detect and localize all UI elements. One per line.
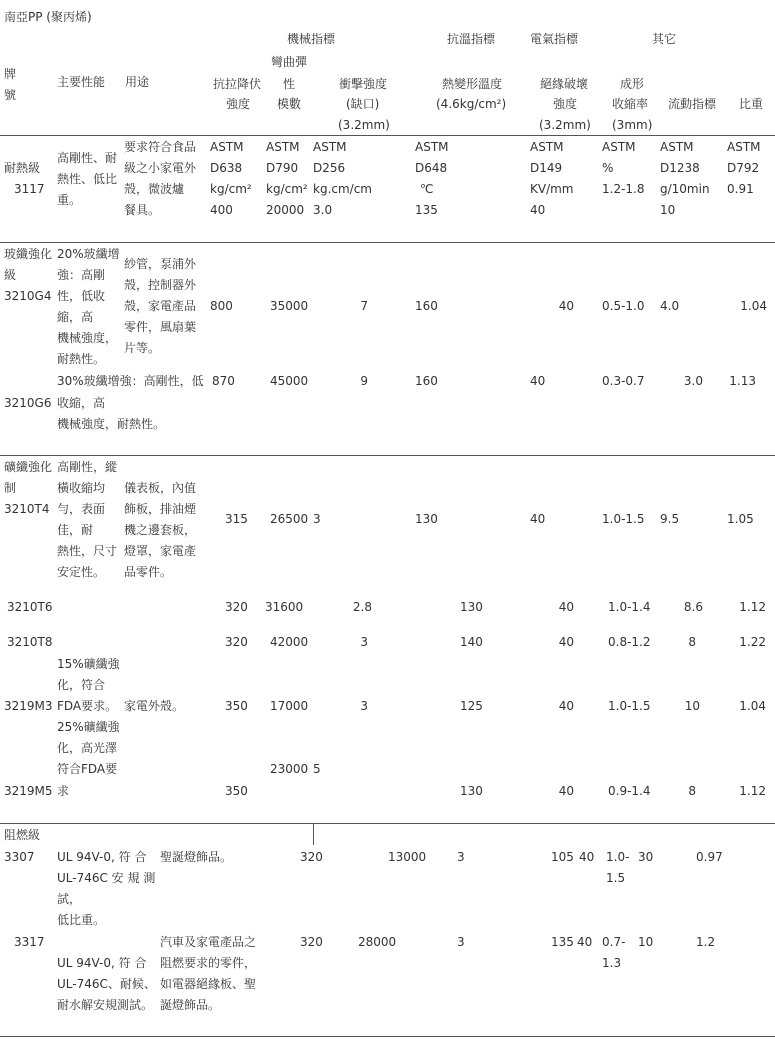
grade-cell: 玻纖強化 [4, 247, 53, 261]
shrinkage-cell: 1.5 [606, 871, 626, 885]
grade-cell: 3307 [4, 850, 35, 864]
performance-cell: 強：高剛 [57, 268, 106, 282]
flexural-cell: 23000 [270, 762, 309, 776]
sg-cell: 0.97 [696, 850, 723, 864]
shrinkage-cell: % [602, 161, 614, 175]
usage-cell: 阻燃要求的零件， [160, 956, 257, 970]
sg-cell: 0.91 [727, 182, 754, 196]
shrinkage-cell: 1.3 [602, 956, 622, 970]
shrinkage-cell: 0.9-1.4 [608, 784, 651, 798]
grade-cell: 3219M3 [4, 699, 53, 713]
performance-cell: 收縮，高 [57, 396, 106, 410]
impact-cell: 3.0 [313, 203, 333, 217]
performance-cell: 勻，表面 [57, 502, 106, 516]
usage-cell: 汽車及家電產品之 [160, 935, 257, 949]
header-hdt: (4.6kg/cm²) [436, 97, 507, 111]
shrinkage-cell: 0.7- [602, 935, 626, 949]
grade-cell: 制 [4, 481, 17, 495]
performance-cell: 縮，高 [57, 310, 94, 324]
dielectric-cell: 40 [558, 600, 574, 614]
hdt-cell: 135 [551, 935, 574, 949]
usage-cell: 如電器絕緣板、聖 [160, 977, 257, 991]
impact-cell: 3 [457, 850, 465, 864]
grade-cell: 礦纖強化 [4, 460, 53, 474]
flexural-cell: 20000 [266, 203, 305, 217]
header-grade: 號 [4, 88, 17, 102]
flexural-cell: 28000 [358, 935, 397, 949]
sg-cell: 1.05 [727, 512, 754, 526]
impact-cell: 3 [360, 699, 368, 713]
flexural-cell: 26500 [270, 512, 309, 526]
flow-cell: D1238 [660, 161, 700, 175]
tensile-cell: kg/cm² [210, 182, 252, 196]
usage-cell: 殼，微波爐 [124, 182, 185, 196]
tensile-cell: 320 [300, 935, 323, 949]
dielectric-cell: 40 [530, 374, 546, 388]
performance-cell: 機械強度， [57, 331, 118, 345]
shrinkage-cell: 1.0-1.5 [602, 512, 645, 526]
tensile-cell: 320 [225, 635, 248, 649]
performance-cell: 化，高光澤 [57, 741, 118, 755]
impact-cell: 3 [457, 935, 465, 949]
flow-cell: 10 [684, 699, 700, 713]
flexural-cell: 45000 [270, 374, 309, 388]
tensile-cell: D638 [210, 161, 243, 175]
header-flexural: 彎曲彈 [271, 55, 308, 69]
impact-cell: 3 [360, 635, 368, 649]
shrinkage-cell: 0.8-1.2 [608, 635, 651, 649]
shrinkage-cell: 0.3-0.7 [602, 374, 645, 388]
flexural-cell: kg/cm² [266, 182, 308, 196]
grade-cell: 3117 [14, 182, 45, 196]
usage-cell: 品零件。 [124, 565, 173, 579]
hdt-cell: ASTM [415, 140, 449, 154]
header-mechanical: 機械指標 [287, 32, 336, 46]
usage-cell: 聖誕燈飾品。 [160, 850, 233, 864]
header-impact: 衝擊強度 [339, 77, 388, 91]
flow-cell: 8.6 [683, 600, 703, 614]
flexural-cell: ASTM [266, 140, 300, 154]
header-impact: (缺口) [346, 97, 380, 111]
usage-cell: 紗管，泵浦外 [124, 257, 197, 271]
impact-cell: 7 [360, 299, 368, 313]
hdt-cell: 130 [415, 512, 438, 526]
dielectric-cell: 40 [558, 635, 574, 649]
usage-cell: 誕燈飾品。 [160, 998, 221, 1012]
grade-cell: 3210G6 [4, 396, 52, 410]
usage-cell: 要求符合食品 [124, 140, 197, 154]
header-hdt: 熱變形溫度 [442, 77, 503, 91]
dielectric-cell: 40 [530, 512, 546, 526]
shrinkage-cell: 1.2-1.8 [602, 182, 645, 196]
flow-cell: g/10min [660, 182, 710, 196]
hdt-cell: 160 [415, 299, 438, 313]
grade-cell: 3210G4 [4, 289, 52, 303]
impact-cell: 2.8 [352, 600, 372, 614]
usage-cell: 家電外殼。 [124, 699, 185, 713]
usage-cell: 飾板，排油煙 [124, 502, 197, 516]
header-thermal: 抗溫指標 [447, 32, 496, 46]
tensile-cell: ASTM [210, 140, 244, 154]
performance-cell: 熱性、低比 [57, 172, 118, 186]
header-shrinkage: 收縮率 [612, 97, 649, 111]
performance-cell: 求 [57, 784, 70, 798]
dielectric-cell: ASTM [530, 140, 564, 154]
header-dielectric: 絕緣破壞 [540, 77, 589, 91]
usage-cell: 燈罩，家電產 [124, 544, 197, 558]
impact-cell: 9 [360, 374, 368, 388]
flow-cell: 30 [638, 850, 654, 864]
dielectric-cell: 40 [579, 850, 595, 864]
shrinkage-cell: ASTM [602, 140, 636, 154]
shrinkage-cell: 1.0-1.4 [608, 600, 651, 614]
hdt-cell: 140 [460, 635, 483, 649]
impact-cell: 5 [313, 762, 321, 776]
usage-cell: 殼，控制器外 [124, 278, 197, 292]
shrinkage-cell: 1.0- [606, 850, 630, 864]
flexural-cell: 42000 [270, 635, 309, 649]
tensile-cell: 400 [210, 203, 233, 217]
performance-cell: 25%礦纖強 [57, 720, 120, 734]
performance-cell: 高剛性、耐 [57, 151, 118, 165]
flow-cell: 9.5 [660, 512, 680, 526]
header-dielectric: 強度 [553, 97, 578, 111]
performance-cell: 符合FDA要 [57, 762, 118, 776]
impact-cell: D256 [313, 161, 346, 175]
impact-cell: kg.cm/cm [313, 182, 372, 196]
divider [0, 242, 775, 243]
sg-cell: 1.13 [729, 374, 756, 388]
usage-cell: 餐具。 [124, 203, 161, 217]
tensile-cell: 315 [225, 512, 248, 526]
header-flexural: 模數 [277, 97, 302, 111]
sg-cell: 1.2 [696, 935, 716, 949]
usage-cell: 級之小家電外 [124, 161, 197, 175]
hdt-cell: 130 [460, 784, 483, 798]
usage-cell: 機之邊套板， [124, 523, 197, 537]
performance-cell: 試， [57, 892, 82, 906]
page-title: 南亞PP (聚丙烯) [4, 10, 92, 24]
divider [0, 823, 775, 824]
flow-cell: 4.0 [660, 299, 680, 313]
performance-cell: 重。 [57, 193, 82, 207]
header-electrical: 電氣指標 [530, 32, 579, 46]
tensile-cell: 870 [212, 374, 235, 388]
performance-cell: 30%玻纖增強：高剛性，低 [57, 374, 204, 388]
impact-cell: ASTM [313, 140, 347, 154]
performance-cell: 低比重。 [57, 913, 106, 927]
header-impact: (3.2mm) [338, 118, 390, 132]
performance-cell: 熱性，尺寸 [57, 544, 118, 558]
shrinkage-cell: 0.5-1.0 [602, 299, 645, 313]
divider [0, 135, 775, 136]
hdt-cell: 160 [415, 374, 438, 388]
dielectric-cell: 40 [558, 784, 574, 798]
header-shrinkage: 成形 [620, 77, 645, 91]
header-specific-gravity: 比重 [739, 97, 764, 111]
shrinkage-cell: 1.0-1.5 [608, 699, 651, 713]
header-other: 其它 [652, 32, 677, 46]
performance-cell: 橫收縮均 [57, 481, 106, 495]
grade-cell: 級 [4, 268, 17, 282]
divider [0, 1036, 775, 1037]
grade-cell: 耐熱級 [4, 161, 41, 175]
hdt-cell: 105 [551, 850, 574, 864]
header-tensile: 抗拉降伏 [213, 77, 262, 91]
header-flow: 流動指標 [668, 97, 717, 111]
performance-cell: UL-746C 安 規 測 [57, 871, 156, 885]
usage-cell: 片等。 [124, 341, 161, 355]
tensile-cell: 350 [225, 784, 248, 798]
grade-cell: 3210T6 [7, 600, 53, 614]
performance-cell: 耐水解安規測試。 [57, 998, 154, 1012]
dielectric-cell: D149 [530, 161, 563, 175]
grade-cell: 3219M5 [4, 784, 53, 798]
performance-cell: UL 94V-0, 符 合 [57, 850, 147, 864]
usage-cell: 儀表板，內值 [124, 481, 197, 495]
hdt-cell: ℃ [420, 182, 434, 196]
flow-cell: 10 [660, 203, 676, 217]
sg-cell: 1.12 [739, 784, 766, 798]
header-shrinkage: (3mm) [612, 118, 653, 132]
usage-cell: 殼，家電產品 [124, 299, 197, 313]
grade-cell: 3210T8 [7, 635, 53, 649]
performance-cell: 化，符合 [57, 678, 106, 692]
dielectric-cell: 40 [530, 203, 546, 217]
performance-cell: 安定性。 [57, 565, 106, 579]
tensile-cell: 800 [210, 299, 233, 313]
performance-cell: 15%礦纖強 [57, 657, 120, 671]
performance-cell: 機械強度，耐熱性。 [57, 417, 166, 431]
sg-cell: D792 [727, 161, 760, 175]
hdt-cell: D648 [415, 161, 448, 175]
flow-cell: 8 [688, 635, 696, 649]
sg-cell: 1.04 [739, 699, 766, 713]
impact-cell: 3 [313, 512, 321, 526]
header-tensile: 強度 [226, 97, 251, 111]
sg-cell: ASTM [727, 140, 761, 154]
header-usage: 用途 [125, 75, 150, 89]
sg-cell: 1.12 [739, 600, 766, 614]
tensile-cell: 350 [225, 699, 248, 713]
divider [0, 455, 775, 456]
performance-cell: 耐熱性。 [57, 352, 106, 366]
flow-cell: 8 [688, 784, 696, 798]
flexural-cell: D790 [266, 161, 299, 175]
performance-cell: UL-746C、耐候、 [57, 977, 156, 991]
tensile-cell: 320 [225, 600, 248, 614]
dielectric-cell: 40 [558, 699, 574, 713]
grade-cell: 3210T4 [4, 502, 50, 516]
hdt-cell: 125 [460, 699, 483, 713]
section-label: 阻燃級 [4, 828, 41, 842]
flow-cell: 3.0 [683, 374, 703, 388]
flexural-cell: 13000 [388, 850, 427, 864]
performance-cell: 性，低收 [57, 289, 106, 303]
header-main-performance: 主要性能 [57, 75, 106, 89]
performance-cell: 高剛性，縱 [57, 460, 118, 474]
flexural-cell: 31600 [265, 600, 304, 614]
header-flexural: 性 [283, 77, 296, 91]
hdt-cell: 130 [460, 600, 483, 614]
tensile-cell: 320 [300, 850, 323, 864]
sg-cell: 1.22 [739, 635, 766, 649]
flexural-cell: 17000 [270, 699, 309, 713]
dielectric-cell: 40 [577, 935, 593, 949]
performance-cell: FDA要求。 [57, 699, 118, 713]
sg-cell: 1.04 [740, 299, 767, 313]
grade-cell: 3317 [14, 935, 45, 949]
performance-cell: UL 94V-0, 符 合 [57, 956, 147, 970]
flow-cell: ASTM [660, 140, 694, 154]
hdt-cell: 135 [415, 203, 438, 217]
dielectric-cell: KV/mm [530, 182, 574, 196]
flexural-cell: 35000 [270, 299, 309, 313]
dielectric-cell: 40 [558, 299, 574, 313]
performance-cell: 20%玻纖增 [57, 247, 120, 261]
performance-cell: 佳，耐 [57, 523, 94, 537]
header-dielectric: (3.2mm) [539, 118, 591, 132]
cell-border [313, 823, 314, 845]
flow-cell: 10 [638, 935, 654, 949]
header-grade: 牌 [4, 67, 17, 81]
usage-cell: 零件，風扇葉 [124, 320, 197, 334]
